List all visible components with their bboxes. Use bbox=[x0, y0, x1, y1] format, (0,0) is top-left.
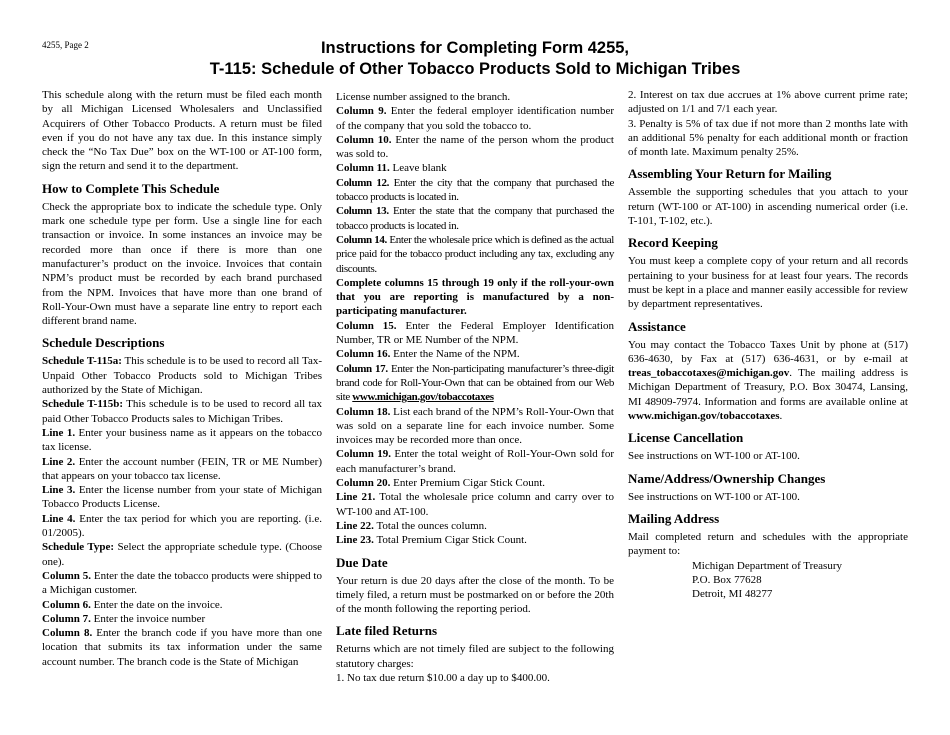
instruction-label: Line 21. bbox=[336, 491, 376, 504]
how-to-heading: How to Complete This Schedule bbox=[42, 180, 220, 196]
late-charge-1: 1. No tax due return $10.00 a day up to $400.00. bbox=[336, 671, 550, 684]
instruction-text: Enter the Name of the NPM. bbox=[390, 348, 520, 361]
mailing-address-heading: Mailing Address bbox=[628, 510, 720, 526]
instruction-item bbox=[336, 476, 614, 490]
instruction-item bbox=[42, 540, 322, 569]
instruction-text: Enter the license number from your state of Michigan Tobacco Products License. bbox=[42, 484, 322, 511]
assembling-heading: Assembling Your Return for Mailing bbox=[628, 166, 832, 182]
instruction-item bbox=[336, 405, 614, 448]
instruction-item bbox=[42, 569, 322, 598]
instruction-label: Schedule Type: bbox=[42, 541, 115, 554]
instruction-label: Schedule T-115a: bbox=[42, 355, 122, 368]
instruction-label: Line 23. bbox=[336, 534, 374, 547]
late-charge-3: 3. Penalty is 5% of tax due if not more than 2 months late with an additional 5% penalty for each additional month or fraction of month late. Maximum penalty 25%. bbox=[628, 117, 908, 159]
instruction-item bbox=[336, 204, 614, 233]
instruction-label: Line 3. bbox=[42, 484, 76, 497]
column-2-items bbox=[336, 104, 614, 276]
mailing-address-paragraph: Mail completed return and schedules with the appropriate payment to: bbox=[628, 530, 908, 558]
instruction-item bbox=[42, 426, 322, 455]
instruction-item bbox=[336, 176, 614, 205]
instruction-label: Column 12. bbox=[336, 176, 390, 189]
instruction-label: Column 5. bbox=[42, 569, 92, 582]
title-line-2: T-115: Schedule of Other Tobacco Products Sold to Michigan Tribes bbox=[209, 60, 741, 78]
late-charge-2: 2. Interest on tax due accrues at 1% above current prime rate; adjusted on 1/1 and 7/1 each year. bbox=[628, 89, 908, 116]
instruction-label: Column 11. bbox=[336, 162, 390, 175]
address-line: Michigan Department of Treasury bbox=[692, 559, 842, 572]
instruction-text: List each brand of the NPM’s Roll-Your-Own that was sold on a separate line for each invoice number. Some invoices may be recorded more than once. bbox=[336, 405, 614, 447]
assistance-heading: Assistance bbox=[628, 318, 686, 334]
instruction-label: Column 7. bbox=[42, 612, 91, 625]
instruction-item bbox=[336, 533, 614, 547]
intro-paragraph: This schedule along with the return must be filed each month by all Michigan Licensed Wholesalers and Unclassified Acquirers of Other Tobacco Products. A return must be filed even if you do not have any tax due. In this instance simply check the “No Tax Due” box on the WT-100 or AT-100 form, sign the return and send it to the department. bbox=[42, 89, 322, 173]
instruction-text: Enter the invoice number bbox=[90, 612, 206, 625]
instruction-text: Enter the tax period for which you are reporting. (i.e. 01/2005). bbox=[42, 512, 322, 540]
instruction-text: Enter the account number (FEIN, TR or ME Number) that appears on your tobacco tax license. bbox=[42, 455, 322, 482]
instruction-item bbox=[336, 362, 614, 405]
instruction-item bbox=[336, 490, 614, 519]
instruction-item bbox=[42, 612, 322, 626]
instruction-text: Enter your business name as it appears on the tobacco tax license. bbox=[42, 426, 322, 454]
instruction-text: Enter the total weight of Roll-Your-Own sold for each manufacturer’s brand. bbox=[336, 448, 614, 475]
instruction-label: Column 9. bbox=[336, 105, 387, 118]
record-keeping-heading: Record Keeping bbox=[628, 235, 718, 251]
instruction-label: Column 16. bbox=[336, 348, 391, 361]
schedule-descriptions-heading: Schedule Descriptions bbox=[42, 335, 165, 351]
assistance-paragraph: You may contact the Tobacco Taxes Unit by phone at (517) 636-4630, by Fax at (517) 636-4631, or by e-mail at treas_tobaccotaxes@michigan.gov. The mailing address is Michigan Department of Treasury, P.O. Box 30474, Lansing, MI 48909-7974. Information and forms are available online at www.michigan.gov/tobaccotaxes. bbox=[628, 338, 908, 423]
name-changes-heading: Name/Address/Ownership Changes bbox=[628, 470, 826, 486]
late-returns-heading: Late filed Returns bbox=[336, 623, 438, 639]
instruction-text: This schedule is to be used to record all tax paid Other Tobacco Products sales to Michigan Tribes. bbox=[42, 398, 322, 425]
due-date-heading: Due Date bbox=[336, 554, 388, 570]
instruction-label: Column 17. bbox=[336, 362, 388, 375]
how-to-paragraph: Check the appropriate box to indicate the schedule type. Only mark one schedule type per form. Use a single line for each transaction or invoice. In some instances an invoice may be recorded more than once if there is more than one manufacturer’s product on the invoice. Invoices that contain NPM’s product must be recorded by each brand purchased from the NPM. Invoices that have more than one brand of Roll-Your-Own must have a separate line entry to report each different brand name. bbox=[42, 200, 322, 328]
website-link[interactable]: www.michigan.gov/tobaccotaxes bbox=[628, 410, 780, 423]
instruction-text: Enter the Federal Employer Identification Number, TR or ME Number of the NPM. bbox=[336, 319, 614, 347]
email-link[interactable]: treas_tobaccotaxes@michigan.gov bbox=[628, 367, 790, 380]
instruction-item bbox=[336, 347, 614, 361]
instruction-label: Column 8. bbox=[42, 627, 93, 640]
instruction-label: Column 19. bbox=[336, 448, 392, 461]
name-changes-paragraph: See instructions on WT-100 or AT-100. bbox=[628, 490, 800, 503]
instruction-item bbox=[42, 483, 322, 512]
instruction-text: Leave blank bbox=[389, 162, 447, 175]
instruction-text: Enter the state that the company that purchased the tobacco products is located in. bbox=[336, 205, 614, 232]
instruction-text: This schedule is to be used to record all Tax-Unpaid Other Tobacco Products sold to Michigan Tribes authorized by the State of Michigan. bbox=[42, 355, 322, 397]
instruction-item bbox=[42, 397, 322, 426]
instruction-item bbox=[42, 455, 322, 484]
instruction-label: Column 20. bbox=[336, 477, 391, 490]
instruction-label: Line 22. bbox=[336, 519, 374, 532]
column-1-items bbox=[42, 354, 322, 669]
address-line: Detroit, MI 48277 bbox=[692, 588, 773, 601]
instruction-text: Total the wholesale price column and carry over to WT-100 and AT-100. bbox=[336, 491, 614, 518]
instruction-item bbox=[336, 519, 614, 533]
column-3 bbox=[628, 88, 908, 601]
address-line: P.O. Box 77628 bbox=[692, 573, 762, 586]
instruction-text: Enter Premium Cigar Stick Count. bbox=[390, 477, 546, 490]
mailing-address-block bbox=[628, 559, 908, 602]
instruction-item bbox=[42, 512, 322, 541]
instruction-text: Enter the federal employer identification number of the company that you sold the tobacco to. bbox=[336, 105, 615, 132]
instruction-label: Line 2. bbox=[42, 455, 76, 468]
instruction-text: Select the appropriate schedule type. (Choose one). bbox=[42, 541, 322, 568]
instruction-item bbox=[336, 319, 614, 348]
instruction-label: Schedule T-115b: bbox=[42, 398, 124, 411]
column-1 bbox=[42, 88, 322, 669]
record-keeping-paragraph: You must keep a complete copy of your return and all records pertaining to your business for at least four years. The records must be kept in a place and manner easily accessible for review by department representatives. bbox=[628, 255, 908, 311]
instruction-item bbox=[336, 233, 614, 276]
instruction-text: Enter the branch code if you have more than one location that submits its tax information under the same account number. The branch code is the State of Michigan bbox=[42, 627, 323, 668]
instruction-label: Column 18. bbox=[336, 405, 391, 418]
instruction-text: Total Premium Cigar Stick Count. bbox=[373, 534, 527, 547]
website-link[interactable]: www.michigan.gov/tobaccotaxes bbox=[352, 391, 494, 404]
late-returns-paragraph: Returns which are not timely filed are subject to the following statutory charges: bbox=[336, 643, 614, 670]
instruction-label: Line 4. bbox=[42, 512, 76, 525]
column-2 bbox=[336, 90, 614, 685]
instruction-label: Column 15. bbox=[336, 319, 397, 332]
instruction-item bbox=[336, 161, 614, 175]
instruction-item bbox=[336, 447, 614, 476]
instruction-text: Total the ounces column. bbox=[373, 519, 487, 532]
instruction-text: Enter the date on the invoice. bbox=[90, 598, 223, 611]
instruction-label: Column 14. bbox=[336, 233, 387, 246]
instruction-text: Enter the wholesale price which is defined as the actual price paid for the tobacco product including any tax, excluding any discounts. bbox=[336, 233, 614, 275]
instruction-text: Enter the name of the person whom the product was sold to. bbox=[336, 133, 614, 161]
instruction-item bbox=[42, 354, 322, 397]
instruction-item bbox=[42, 626, 322, 669]
instruction-text: Enter the Non-participating manufacturer’s three-digit brand code for Roll-Your-Own that can be obtained from our Web site bbox=[336, 362, 614, 404]
license-cancellation-paragraph: See instructions on WT-100 or AT-100. bbox=[628, 450, 800, 463]
column-2-items-b bbox=[336, 319, 614, 405]
instruction-item bbox=[42, 598, 322, 612]
title-line-1: Instructions for Completing Form 4255, bbox=[320, 39, 630, 57]
branch-continuation: License number assigned to the branch. bbox=[336, 91, 511, 103]
page-label: 4255, Page 2 bbox=[42, 40, 89, 50]
assembling-paragraph: Assemble the supporting schedules that you attach to your return (WT-100 or AT-100) in ascending numerical order (i.e. T-101, T-102, etc.). bbox=[628, 186, 908, 228]
instruction-item bbox=[336, 104, 614, 133]
instruction-text: Enter the date the tobacco products were shipped to a Michigan customer. bbox=[42, 569, 322, 597]
instruction-label: Column 6. bbox=[42, 598, 91, 611]
instruction-text: Enter the city that the company that purchased the tobacco products is located in. bbox=[336, 176, 615, 204]
due-date-paragraph: Your return is due 20 days after the close of the month. To be timely filed, a return must be postmarked on or before the 20th of the month following the reporting period. bbox=[336, 574, 614, 616]
page-title bbox=[0, 38, 950, 80]
instruction-label: Line 1. bbox=[42, 426, 76, 439]
instruction-item bbox=[336, 133, 614, 162]
instruction-label: Column 13. bbox=[336, 205, 389, 218]
complete-columns-note: Complete columns 15 through 19 only if the roll-your-own that you are reporting is manufactured by a non-participating manufacturer. bbox=[336, 276, 614, 318]
instruction-label: Column 10. bbox=[336, 133, 392, 146]
license-cancellation-heading: License Cancellation bbox=[628, 430, 744, 446]
column-2-items-c bbox=[336, 405, 614, 548]
